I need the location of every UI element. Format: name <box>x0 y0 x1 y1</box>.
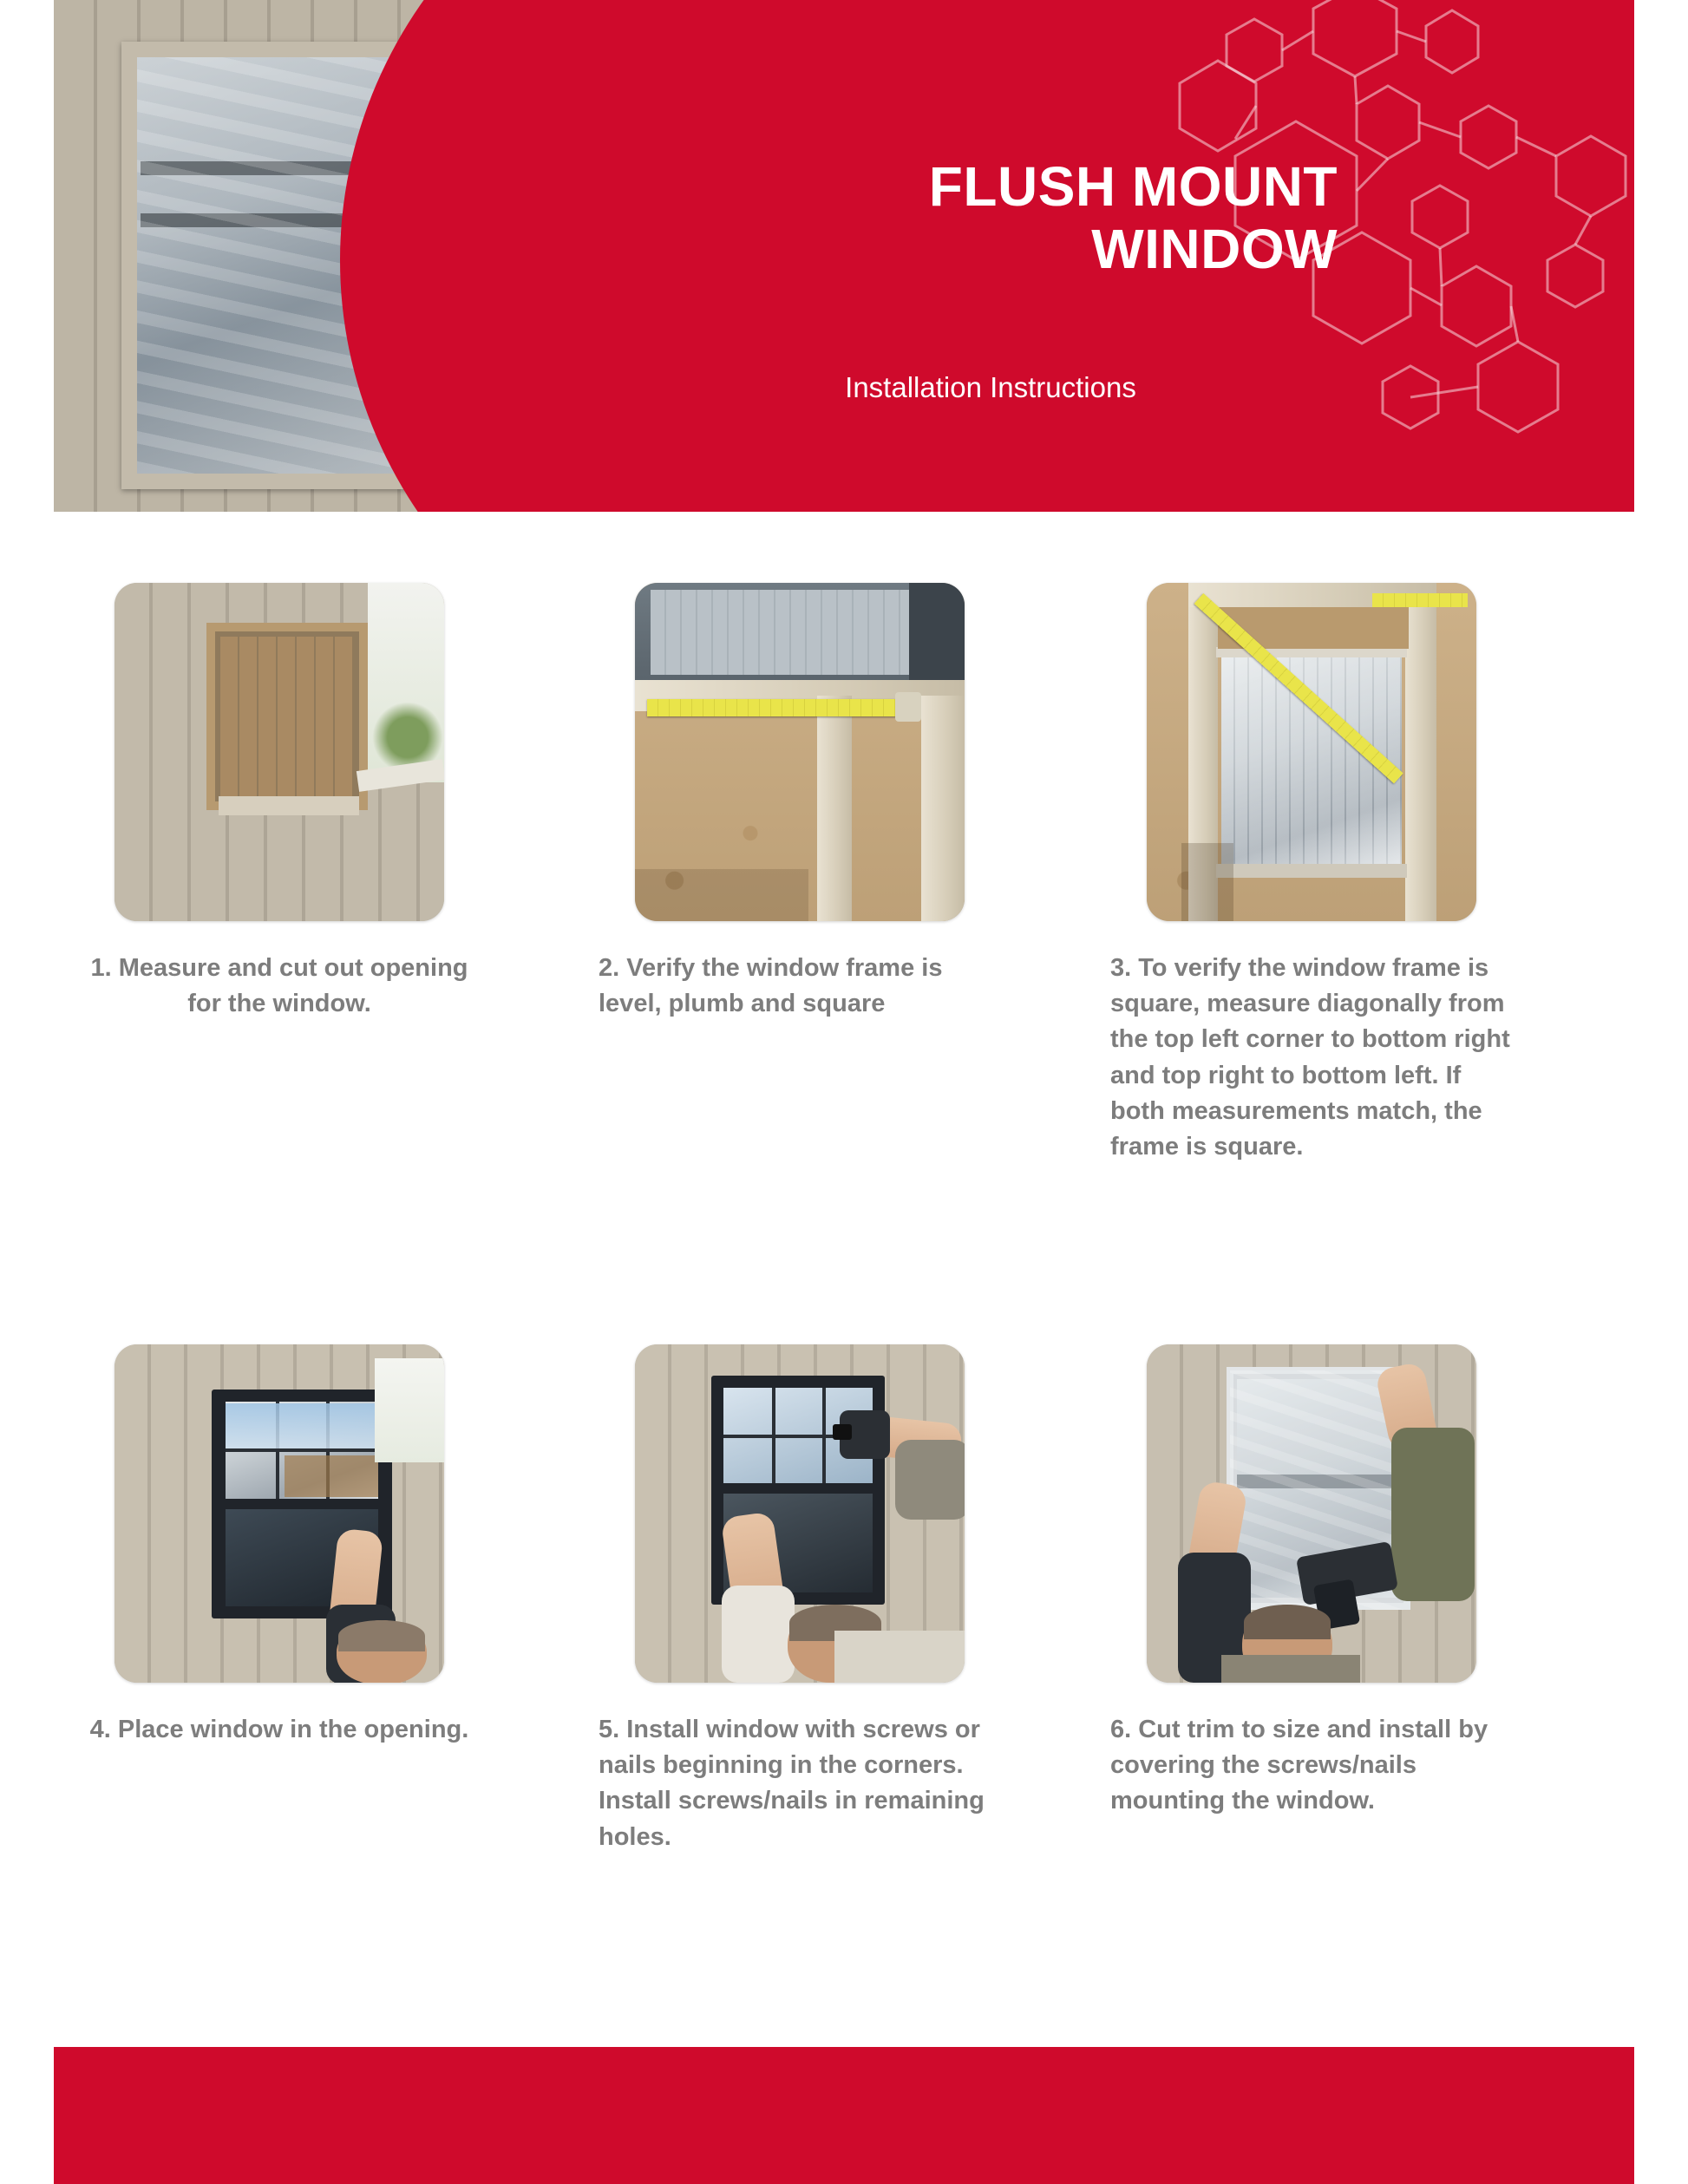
page-title-line1: FLUSH MOUNT <box>928 155 1338 218</box>
step-caption-1: 1. Measure and cut out opening for the window. <box>90 954 468 1018</box>
step-caption-3: 3. To verify the window frame is square, measure diagonally from the top left corner to bottom right and top right to bottom left. If both measurements match, the frame is square. <box>1110 954 1510 1161</box>
tape-measure-top <box>1372 593 1468 607</box>
installer-right-sleeve <box>1391 1428 1475 1601</box>
step-photo-4 <box>114 1344 444 1683</box>
sky-reflection <box>226 1403 378 1448</box>
right-stud <box>1405 583 1436 921</box>
header-text-block <box>540 0 1634 512</box>
tape-measure-hook <box>895 692 921 722</box>
installer-left-sleeve <box>722 1586 795 1683</box>
shadow-area <box>1181 843 1233 921</box>
muntin-horizontal <box>226 1448 378 1452</box>
opening-interior <box>220 637 354 796</box>
step-photo-2 <box>635 583 965 921</box>
step-item-6 <box>1103 1344 1520 1820</box>
tape-measure <box>647 699 904 716</box>
page-title-line2: WINDOW <box>1091 217 1338 280</box>
window-panel <box>651 590 911 675</box>
vertical-stud <box>817 696 852 921</box>
step-photo-3 <box>1147 583 1476 921</box>
step-photo-1 <box>114 583 444 921</box>
background-sky <box>375 1358 444 1462</box>
muntin-vertical-right <box>822 1388 826 1483</box>
step-caption-4: 4. Place window in the opening. <box>89 1716 469 1743</box>
step-photo-5 <box>635 1344 965 1683</box>
step-caption-5: 5. Install window with screws or nails beginning in the corners. Install screws/nails in remaining holes. <box>599 1716 985 1851</box>
page-subtitle: Installation Instructions <box>845 371 1136 403</box>
muntin-vertical-left <box>772 1388 775 1483</box>
step-item-3 <box>1103 583 1520 1165</box>
shadow-area <box>635 869 808 921</box>
step-item-1 <box>71 583 487 1022</box>
vertical-stud-right <box>921 696 965 921</box>
drill-bit <box>833 1424 852 1440</box>
window-shadow <box>909 583 965 685</box>
step-item-2 <box>592 583 1008 1022</box>
interior-reflection <box>285 1455 378 1497</box>
window-sill <box>1216 864 1407 878</box>
installer-hair <box>1244 1605 1331 1639</box>
footer-bar <box>54 2047 1634 2184</box>
installer-right-sleeve <box>895 1440 965 1520</box>
step-item-4 <box>71 1344 487 1748</box>
step-photo-6 <box>1147 1344 1476 1683</box>
opening-sill <box>219 796 359 815</box>
installer-shoulder <box>1221 1655 1360 1683</box>
step-item-5 <box>592 1344 1008 1855</box>
header-banner <box>54 0 1634 512</box>
step-caption-6: 6. Cut trim to size and install by covering the screws/nails mounting the window. <box>1110 1716 1488 1815</box>
page-title <box>644 156 1338 280</box>
step-caption-2: 2. Verify the window frame is level, plumb and square <box>599 954 943 1018</box>
installer-shoulder <box>834 1631 965 1683</box>
installer-hair <box>338 1620 425 1651</box>
